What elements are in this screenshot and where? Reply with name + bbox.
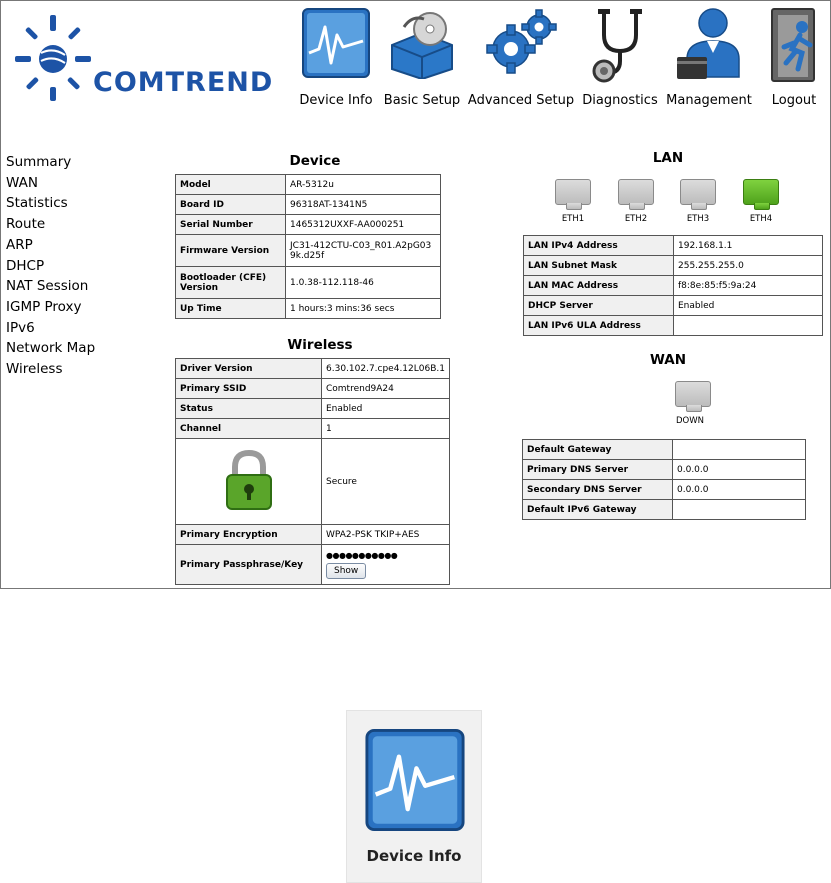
sidebar-item-wireless[interactable]: Wireless — [6, 361, 63, 378]
device-info-table — [175, 174, 441, 319]
row-key: Primary Passphrase/Key — [176, 545, 322, 585]
row-key: DHCP Server — [524, 296, 674, 316]
nav-label: Management — [666, 93, 752, 108]
ethernet-port-icon — [680, 179, 716, 205]
row-value: 1 hours:3 mins:36 secs — [286, 299, 441, 319]
management-user-icon — [673, 7, 745, 83]
row-value: f8:8e:85:f5:9a:24 — [674, 276, 823, 296]
nav-device-info[interactable] — [295, 7, 377, 111]
table-row — [524, 236, 823, 256]
content-panel — [161, 139, 830, 588]
row-key: Up Time — [176, 299, 286, 319]
wan-port — [675, 381, 711, 426]
row-value: JC31-412CTU-C03_R01.A2pG039k.d25f — [286, 235, 441, 267]
sidebar-item-ipv6[interactable]: IPv6 — [6, 319, 35, 336]
row-value: 1.0.38-112.118-46 — [286, 267, 441, 299]
table-row — [523, 500, 806, 520]
advanced-setup-gear-icon — [483, 7, 559, 79]
wireless-info-table — [175, 358, 450, 585]
stethoscope-icon — [590, 7, 650, 83]
logout-door-icon — [764, 7, 824, 83]
sidebar-item-igmp-proxy[interactable]: IGMP Proxy — [6, 298, 82, 315]
row-value: 96318AT-1341N5 — [286, 195, 441, 215]
table-row — [176, 525, 450, 545]
table-row — [176, 359, 450, 379]
row-key: Primary SSID — [176, 379, 322, 399]
table-row — [176, 419, 450, 439]
row-value: WPA2-PSK TKIP+AES — [322, 525, 450, 545]
ethernet-port-active-icon — [743, 179, 779, 205]
table-row — [176, 399, 450, 419]
row-key: Model — [176, 175, 286, 195]
basic-setup-icon — [386, 7, 458, 79]
row-value: Enabled — [322, 399, 450, 419]
nav-diagnostics[interactable] — [579, 7, 661, 111]
device-section-title: Device — [289, 153, 341, 169]
device-info-icon — [364, 725, 466, 835]
sidebar-item-summary[interactable]: Summary — [6, 154, 72, 170]
table-row — [524, 276, 823, 296]
table-row — [176, 267, 441, 299]
row-key: Secondary DNS Server — [523, 480, 673, 500]
table-row — [523, 440, 806, 460]
table-row — [524, 296, 823, 316]
sidebar-item-dhcp[interactable]: DHCP — [6, 257, 45, 274]
sidebar-item-wan[interactable]: WAN — [6, 174, 38, 191]
eth3-port — [680, 179, 716, 224]
row-value: 0.0.0.0 — [673, 460, 806, 480]
lan-info-table — [523, 235, 823, 336]
passphrase-cell — [322, 545, 450, 585]
row-value — [674, 316, 823, 336]
table-row — [176, 175, 441, 195]
row-value: 192.168.1.1 — [674, 236, 823, 256]
comtrend-globe-icon — [13, 11, 93, 103]
header — [1, 1, 830, 121]
row-key: Default IPv6 Gateway — [523, 500, 673, 520]
ethernet-port-icon — [618, 179, 654, 205]
table-row — [176, 215, 441, 235]
row-key: LAN IPv6 ULA Address — [524, 316, 674, 336]
row-value — [673, 500, 806, 520]
row-value: Comtrend9A24 — [322, 379, 450, 399]
row-key: Channel — [176, 419, 322, 439]
security-status: Secure — [322, 439, 450, 525]
nav-label: Basic Setup — [383, 93, 461, 108]
ethernet-port-icon — [675, 381, 711, 407]
row-key: Serial Number — [176, 215, 286, 235]
sidebar-item-arp[interactable]: ARP — [6, 236, 33, 253]
nav-label: Device Info — [299, 93, 373, 108]
table-row — [524, 316, 823, 336]
row-value: Enabled — [674, 296, 823, 316]
sidebar-item-statistics[interactable]: Statistics — [6, 195, 68, 212]
lan-section-title: LAN — [652, 150, 684, 166]
table-row — [176, 235, 441, 267]
table-row — [176, 299, 441, 319]
row-value: 0.0.0.0 — [673, 480, 806, 500]
row-key: Default Gateway — [523, 440, 673, 460]
row-key: Primary Encryption — [176, 525, 322, 545]
nav-label: Logout — [771, 93, 817, 108]
nav-label: Advanced Setup — [467, 93, 575, 108]
nav-basic-setup[interactable] — [381, 7, 463, 111]
wireless-section-title: Wireless — [287, 337, 353, 353]
table-row — [523, 480, 806, 500]
row-value: 1 — [322, 419, 450, 439]
sidebar-item-nat-session[interactable]: NAT Session — [6, 278, 89, 295]
sidebar-item-route[interactable]: Route — [6, 216, 46, 233]
wan-port-status: DOWN — [676, 416, 704, 426]
row-value: 1465312UXXF-AA000251 — [286, 215, 441, 235]
nav-management[interactable] — [665, 7, 753, 111]
ethernet-port-icon — [555, 179, 591, 205]
row-key: LAN MAC Address — [524, 276, 674, 296]
row-value — [673, 440, 806, 460]
device-info-icon — [301, 7, 371, 79]
port-name: ETH4 — [749, 214, 773, 224]
port-name: ETH1 — [561, 214, 585, 224]
row-value: 255.255.255.0 — [674, 256, 823, 276]
table-row — [176, 545, 450, 585]
nav-label: Diagnostics — [582, 93, 658, 108]
port-name: ETH3 — [686, 214, 710, 224]
eth2-port — [618, 179, 654, 224]
sidebar — [6, 152, 156, 380]
padlock-icon — [224, 449, 274, 511]
comtrend-logo — [13, 11, 275, 103]
sidebar-item-network-map[interactable]: Network Map — [6, 340, 96, 357]
eth1-port — [555, 179, 591, 224]
wan-section-title: WAN — [649, 352, 687, 368]
row-key: LAN Subnet Mask — [524, 256, 674, 276]
row-key: Board ID — [176, 195, 286, 215]
row-value: AR-5312u — [286, 175, 441, 195]
port-name: ETH2 — [624, 214, 648, 224]
nav-logout[interactable] — [759, 7, 829, 111]
table-row — [176, 439, 450, 525]
table-row — [524, 256, 823, 276]
table-row — [176, 195, 441, 215]
masked-passphrase: ●●●●●●●●●●● — [326, 550, 398, 560]
zoom-label: Device Info — [366, 847, 462, 865]
eth4-port — [743, 179, 779, 224]
security-lock-cell — [176, 439, 322, 525]
show-passphrase-button[interactable]: Show — [326, 563, 366, 579]
row-key: Firmware Version — [176, 235, 286, 267]
table-row — [523, 460, 806, 480]
row-key: Status — [176, 399, 322, 419]
wan-info-table — [522, 439, 806, 520]
table-row — [176, 379, 450, 399]
brand-name: COMTREND — [93, 67, 274, 98]
nav-advanced-setup[interactable] — [467, 7, 575, 111]
device-info-icon-zoom — [346, 710, 482, 883]
row-key: LAN IPv4 Address — [524, 236, 674, 256]
row-key: Driver Version — [176, 359, 322, 379]
row-key: Bootloader (CFE) Version — [176, 267, 286, 299]
row-key: Primary DNS Server — [523, 460, 673, 480]
row-value: 6.30.102.7.cpe4.12L06B.1 — [322, 359, 450, 379]
